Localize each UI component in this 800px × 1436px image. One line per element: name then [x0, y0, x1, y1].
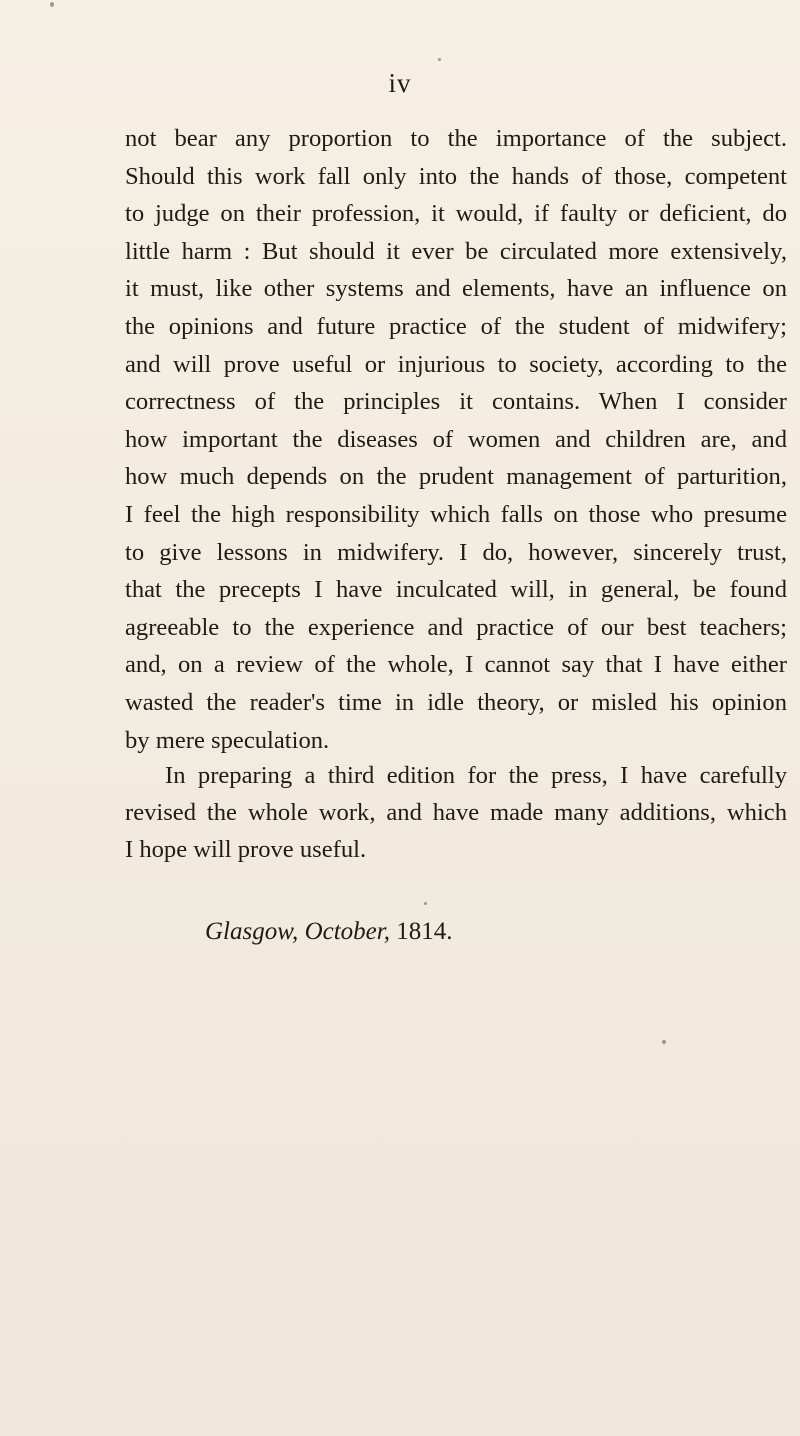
paper-speck	[438, 58, 441, 61]
text-line: how important the diseases of women and children are, and	[125, 425, 787, 453]
text-line: it must, like other systems and elements, have an influence on	[125, 275, 787, 303]
text-line: revised the whole work, and have made many additions, which	[125, 799, 787, 827]
text-line: not bear any proportion to the importance of the subject.	[125, 125, 787, 152]
text-line: correctness of the principles it contains. When I consider	[125, 388, 787, 416]
text-line: agreeable to the experience and practice of our best teachers;	[125, 613, 787, 641]
text-line: I feel the high responsibility which falls on those who presume	[125, 500, 787, 528]
text-line: by mere speculation.	[125, 726, 330, 754]
page-number: iv	[388, 68, 412, 98]
text-line: I hope will prove useful.	[125, 836, 367, 864]
paper-speck	[662, 1040, 666, 1044]
dateline-month: October,	[304, 918, 390, 945]
text-line: and, on a review of the whole, I cannot say that I have either	[125, 651, 787, 679]
text-line: how much depends on the prudent management of parturition,	[125, 463, 787, 491]
paper-speck	[424, 902, 427, 905]
paragraph-2	[125, 757, 787, 869]
text-line: and will prove useful or injurious to society, according to the	[125, 350, 787, 378]
paper-speck	[50, 2, 54, 7]
dateline-year: 1814.	[396, 918, 453, 945]
text-line: that the precepts I have inculcated will, in general, be found	[125, 576, 787, 604]
text-line: Should this work fall only into the hands of those, competent	[125, 162, 787, 190]
text-line: wasted the reader's time in idle theory, or misled his opinion	[125, 688, 787, 716]
text-line: little harm : But should it ever be circulated more extensively,	[125, 237, 787, 265]
text-line: the opinions and future practice of the student of midwifery;	[125, 312, 787, 340]
dateline	[205, 918, 452, 946]
dateline-place: Glasgow,	[205, 918, 299, 945]
text-line: In preparing a third edition for the press, I have carefully	[165, 762, 787, 789]
paragraph-1	[125, 120, 787, 759]
text-line: to judge on their profession, it would, if faulty or deficient, do	[125, 200, 787, 228]
text-line: to give lessons in midwifery. I do, however, sincerely trust,	[125, 538, 787, 566]
